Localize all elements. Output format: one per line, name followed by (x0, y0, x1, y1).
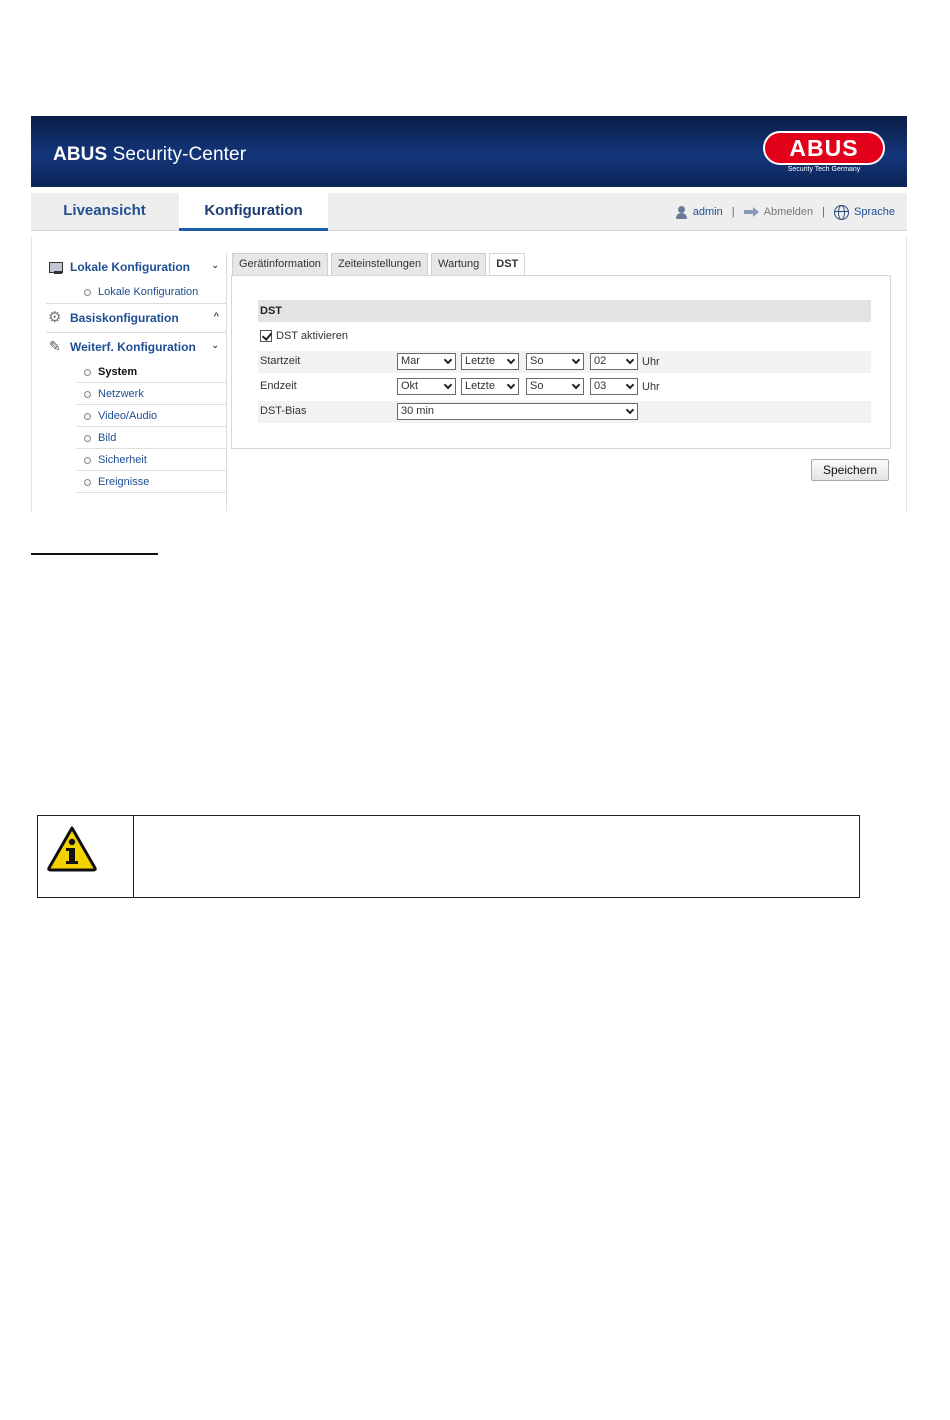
chevron-down-icon (626, 381, 634, 389)
user-icon (675, 206, 688, 219)
chevron-down-icon (444, 356, 452, 364)
subtab-zeiteinstellungen[interactable]: Zeiteinstellungen (331, 253, 428, 275)
user-menu (675, 193, 895, 231)
chevron-down-icon (507, 381, 515, 389)
chevron-down-icon: ⌄ (211, 340, 219, 350)
sidebar-item-lokale-konfiguration[interactable] (76, 281, 227, 303)
end-time-label: Endzeit (260, 380, 297, 392)
start-time-label: Startzeit (260, 355, 301, 367)
dst-enable-checkbox[interactable] (260, 330, 272, 342)
sidebar-item-bild[interactable] (76, 427, 227, 449)
start-time-row (258, 351, 871, 373)
logout-link[interactable] (744, 206, 814, 218)
sidebar-group-lokale-konfiguration[interactable] (46, 253, 227, 281)
sidebar-group-label: Basiskonfiguration (70, 311, 179, 325)
subtab-wartung[interactable]: Wartung (431, 253, 486, 275)
select-value: Letzte (465, 380, 495, 392)
start-unit-label: Uhr (642, 356, 660, 368)
config-subtabs (232, 253, 528, 275)
language-link[interactable] (834, 205, 895, 220)
main-nav (31, 193, 907, 231)
subtab-dst[interactable]: DST (489, 253, 525, 275)
info-warning-icon (47, 826, 97, 872)
dst-panel (231, 275, 891, 449)
select-value: So (530, 380, 544, 392)
chevron-down-icon (626, 406, 634, 414)
end-month-select[interactable] (397, 378, 456, 395)
bullet-icon (84, 391, 91, 398)
gear-icon (49, 312, 64, 325)
sidebar-item-label: System (98, 365, 138, 378)
bullet-icon (84, 479, 91, 486)
sidebar-group-label: Weiterf. Konfiguration (70, 340, 196, 354)
globe-icon (834, 205, 849, 220)
select-value: Okt (401, 380, 419, 392)
separator: | (822, 206, 826, 218)
save-button[interactable]: Speichern (811, 459, 889, 481)
sidebar-item-ereignisse[interactable] (76, 471, 227, 493)
select-value: So (530, 355, 544, 367)
select-value: 03 (594, 380, 607, 392)
start-week-select[interactable] (461, 353, 519, 370)
bullet-icon (84, 435, 91, 442)
bullet-icon (84, 369, 91, 376)
chevron-down-icon (572, 381, 580, 389)
user-link[interactable] (675, 206, 723, 219)
abus-logo (763, 131, 885, 177)
heading-underline (31, 553, 158, 555)
sidebar-item-netzwerk[interactable] (76, 383, 227, 405)
logout-label: Abmelden (763, 206, 814, 218)
select-value: Mar (401, 355, 420, 367)
logout-icon (744, 207, 759, 217)
end-week-select[interactable] (461, 378, 519, 395)
select-value: Letzte (465, 355, 495, 367)
subtab-geraetinformation[interactable]: Gerätinformation (232, 253, 328, 275)
tab-liveansicht[interactable]: Liveansicht (63, 202, 146, 219)
start-hour-select[interactable] (590, 353, 638, 370)
bullet-icon (84, 289, 91, 296)
select-value: 02 (594, 355, 607, 367)
tab-konfiguration[interactable]: Konfiguration (179, 193, 328, 231)
start-month-select[interactable] (397, 353, 456, 370)
chevron-down-icon (572, 356, 580, 364)
logo-mark: ABUS (763, 131, 885, 165)
dst-enable-row (260, 328, 348, 344)
sidebar-item-video-audio[interactable] (76, 405, 227, 427)
monitor-icon (49, 261, 64, 274)
sidebar-group-label: Lokale Konfiguration (70, 260, 190, 274)
wrench-icon (49, 341, 64, 354)
chevron-down-icon (444, 381, 452, 389)
chevron-up-icon: ^ (213, 311, 219, 321)
chevron-down-icon (626, 356, 634, 364)
end-time-row (258, 376, 871, 398)
start-day-select[interactable] (526, 353, 584, 370)
section-title: DST (258, 300, 871, 322)
sidebar-item-label: Video/Audio (98, 409, 158, 422)
bullet-icon (84, 413, 91, 420)
chevron-down-icon: ⌄ (211, 260, 219, 270)
sidebar-item-system[interactable] (76, 361, 227, 383)
note-divider (133, 816, 134, 897)
end-unit-label: Uhr (642, 381, 660, 393)
end-day-select[interactable] (526, 378, 584, 395)
app-title: ABUS Security-Center (53, 144, 247, 165)
sidebar-group-basiskonfiguration[interactable] (46, 304, 227, 332)
language-label: Sprache (854, 206, 895, 218)
note-box (37, 815, 860, 898)
separator: | (731, 206, 735, 218)
sidebar-item-label: Bild (98, 431, 117, 444)
user-name: admin (692, 206, 723, 218)
dst-bias-label: DST-Bias (260, 405, 307, 417)
sidebar-item-label: Ereignisse (98, 475, 150, 488)
sidebar-item-sicherheit[interactable] (76, 449, 227, 471)
dst-bias-row (258, 401, 871, 423)
sidebar-item-label: Lokale Konfiguration (98, 286, 199, 298)
dst-bias-select[interactable] (397, 403, 638, 420)
end-hour-select[interactable] (590, 378, 638, 395)
sidebar-item-label: Netzwerk (98, 387, 144, 400)
select-value: 30 min (401, 405, 435, 417)
sidebar-group-weiterf-konfiguration[interactable] (46, 333, 227, 361)
sidebar-item-label: Sicherheit (98, 453, 147, 466)
logo-tagline: Security Tech Germany (787, 166, 861, 173)
bullet-icon (84, 457, 91, 464)
header-banner (31, 116, 907, 187)
dst-enable-label: DST aktivieren (276, 330, 348, 342)
sidebar-divider (226, 253, 227, 511)
sidebar (46, 253, 227, 493)
chevron-down-icon (507, 356, 515, 364)
